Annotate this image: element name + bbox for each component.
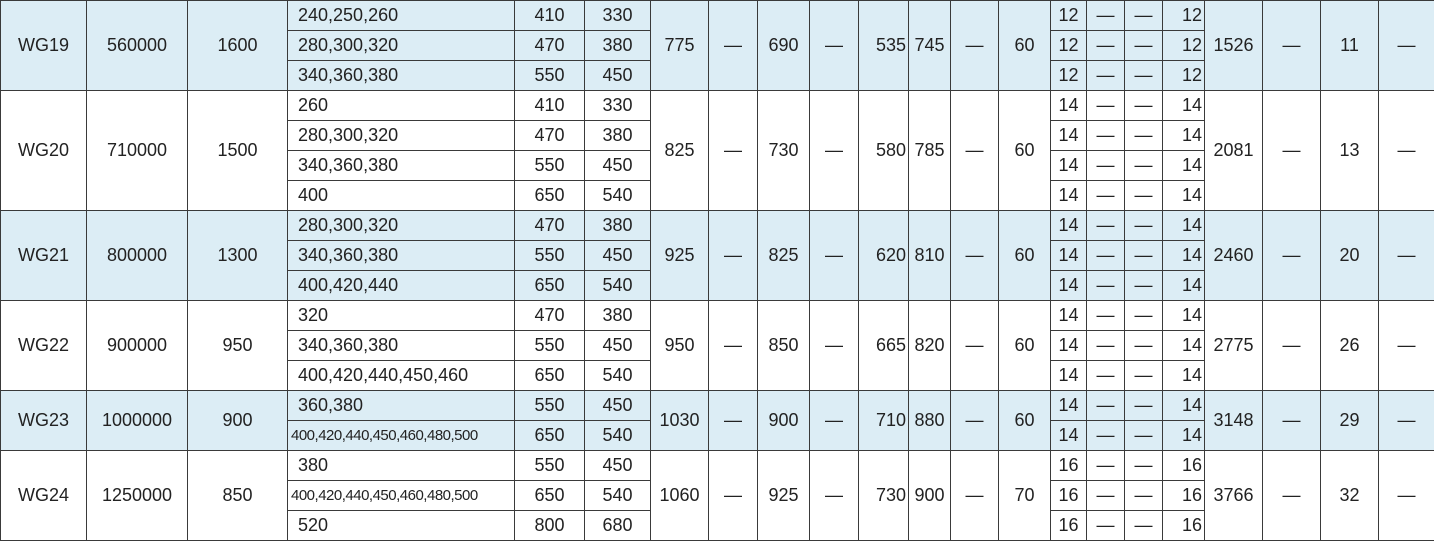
value-cell: 32 (1321, 451, 1379, 541)
dash-cell: — (1263, 91, 1321, 211)
dash-cell: — (1125, 391, 1163, 421)
speed-cell: 1300 (188, 211, 288, 301)
dim-cell: 785 (909, 91, 951, 211)
dash-cell: — (1125, 271, 1163, 301)
count-cell: 16 (1051, 481, 1087, 511)
dim-a-cell: 650 (515, 181, 585, 211)
bore-cell: 400,420,440 (288, 271, 515, 301)
table-row (1, 301, 1434, 331)
count-cell: 14 (1163, 391, 1205, 421)
dash-cell: — (810, 211, 859, 301)
dash-cell: — (1125, 481, 1163, 511)
count-cell: 14 (1051, 271, 1087, 301)
dim-cell: 730 (859, 451, 909, 541)
dash-cell: — (1263, 1, 1321, 91)
count-cell: 14 (1163, 151, 1205, 181)
dim-a-cell: 650 (515, 421, 585, 451)
dim-b-cell: 540 (585, 421, 651, 451)
bore-cell: 320 (288, 301, 515, 331)
speed-cell: 850 (188, 451, 288, 541)
dim-a-cell: 550 (515, 61, 585, 91)
dash-cell: — (1379, 211, 1434, 301)
dash-cell: — (1125, 421, 1163, 451)
dash-cell: — (1125, 301, 1163, 331)
dash-cell: — (1125, 61, 1163, 91)
bore-cell: 400 (288, 181, 515, 211)
speed-cell: 950 (188, 301, 288, 391)
dash-cell: — (1087, 391, 1125, 421)
count-cell: 14 (1051, 91, 1087, 121)
dash-cell: — (951, 451, 999, 541)
dash-cell: — (951, 211, 999, 301)
dim-cell: 60 (999, 211, 1051, 301)
table-row (1, 391, 1434, 421)
dim-a-cell: 800 (515, 511, 585, 541)
count-cell: 14 (1051, 301, 1087, 331)
value-cell: 26 (1321, 301, 1379, 391)
dim-cell: 730 (758, 91, 810, 211)
mass-cell: 1526 (1205, 1, 1263, 91)
count-cell: 14 (1163, 181, 1205, 211)
dash-cell: — (951, 91, 999, 211)
mass-cell: 2081 (1205, 91, 1263, 211)
count-cell: 12 (1163, 31, 1205, 61)
model-cell: WG21 (1, 211, 87, 301)
dim-cell: 1060 (651, 451, 709, 541)
count-cell: 14 (1051, 331, 1087, 361)
dash-cell: — (1087, 91, 1125, 121)
dash-cell: — (810, 91, 859, 211)
dim-b-cell: 680 (585, 511, 651, 541)
table-row (1, 91, 1434, 121)
mass-cell: 3148 (1205, 391, 1263, 451)
dash-cell: — (1125, 31, 1163, 61)
dash-cell: — (709, 391, 758, 451)
bore-cell: 340,360,380 (288, 151, 515, 181)
dim-cell: 900 (909, 451, 951, 541)
dim-b-cell: 450 (585, 151, 651, 181)
dash-cell: — (1125, 241, 1163, 271)
dim-b-cell: 450 (585, 61, 651, 91)
dim-b-cell: 380 (585, 121, 651, 151)
dim-a-cell: 470 (515, 121, 585, 151)
dash-cell: — (1087, 241, 1125, 271)
table-row (1, 211, 1434, 241)
dim-cell: 60 (999, 91, 1051, 211)
dim-b-cell: 540 (585, 361, 651, 391)
speed-cell: 1600 (188, 1, 288, 91)
dim-cell: 60 (999, 301, 1051, 391)
dim-b-cell: 540 (585, 271, 651, 301)
dash-cell: — (1087, 301, 1125, 331)
count-cell: 14 (1051, 421, 1087, 451)
model-cell: WG23 (1, 391, 87, 451)
dash-cell: — (709, 301, 758, 391)
dash-cell: — (709, 91, 758, 211)
dim-b-cell: 450 (585, 451, 651, 481)
value-cell: 29 (1321, 391, 1379, 451)
dash-cell: — (1125, 121, 1163, 151)
dash-cell: — (810, 391, 859, 451)
count-cell: 16 (1051, 511, 1087, 541)
dim-cell: 710 (859, 391, 909, 451)
torque-cell: 900000 (87, 301, 188, 391)
dim-cell: 775 (651, 1, 709, 91)
dash-cell: — (1125, 361, 1163, 391)
dim-a-cell: 550 (515, 241, 585, 271)
torque-cell: 800000 (87, 211, 188, 301)
bore-cell: 400,420,440,450,460,480,500 (288, 421, 515, 451)
bore-cell: 520 (288, 511, 515, 541)
dim-b-cell: 380 (585, 301, 651, 331)
dash-cell: — (709, 211, 758, 301)
dim-cell: 925 (758, 451, 810, 541)
count-cell: 16 (1163, 481, 1205, 511)
dim-cell: 880 (909, 391, 951, 451)
dash-cell: — (1125, 1, 1163, 31)
bore-cell: 340,360,380 (288, 331, 515, 361)
dim-a-cell: 470 (515, 211, 585, 241)
mass-cell: 2775 (1205, 301, 1263, 391)
model-cell: WG19 (1, 1, 87, 91)
dash-cell: — (1087, 151, 1125, 181)
dim-cell: 745 (909, 1, 951, 91)
table-row (1, 451, 1434, 481)
count-cell: 12 (1051, 1, 1087, 31)
dim-cell: 620 (859, 211, 909, 301)
bore-cell: 400,420,440,450,460,480,500 (288, 481, 515, 511)
count-cell: 12 (1163, 1, 1205, 31)
count-cell: 14 (1163, 301, 1205, 331)
dim-a-cell: 650 (515, 271, 585, 301)
dash-cell: — (1125, 511, 1163, 541)
bore-cell: 280,300,320 (288, 121, 515, 151)
mass-cell: 2460 (1205, 211, 1263, 301)
dim-b-cell: 330 (585, 91, 651, 121)
dim-a-cell: 550 (515, 391, 585, 421)
dim-cell: 535 (859, 1, 909, 91)
dash-cell: — (951, 391, 999, 451)
dim-b-cell: 330 (585, 1, 651, 31)
dash-cell: — (1263, 211, 1321, 301)
count-cell: 12 (1051, 61, 1087, 91)
count-cell: 14 (1051, 361, 1087, 391)
dash-cell: — (1263, 391, 1321, 451)
bore-cell: 240,250,260 (288, 1, 515, 31)
dash-cell: — (1379, 391, 1434, 451)
count-cell: 16 (1163, 511, 1205, 541)
model-cell: WG22 (1, 301, 87, 391)
dash-cell: — (1125, 211, 1163, 241)
bore-cell: 340,360,380 (288, 61, 515, 91)
dim-a-cell: 410 (515, 91, 585, 121)
torque-cell: 560000 (87, 1, 188, 91)
torque-cell: 1000000 (87, 391, 188, 451)
speed-cell: 900 (188, 391, 288, 451)
bore-cell: 280,300,320 (288, 211, 515, 241)
table-body (1, 1, 1434, 541)
dim-b-cell: 540 (585, 481, 651, 511)
dash-cell: — (1125, 331, 1163, 361)
dim-cell: 690 (758, 1, 810, 91)
dash-cell: — (1125, 151, 1163, 181)
dash-cell: — (1087, 331, 1125, 361)
count-cell: 14 (1051, 181, 1087, 211)
dash-cell: — (1263, 451, 1321, 541)
dim-b-cell: 380 (585, 211, 651, 241)
dash-cell: — (1087, 271, 1125, 301)
dash-cell: — (1087, 211, 1125, 241)
dash-cell: — (1263, 301, 1321, 391)
count-cell: 16 (1163, 451, 1205, 481)
dash-cell: — (1087, 481, 1125, 511)
bore-cell: 400,420,440,450,460 (288, 361, 515, 391)
dash-cell: — (1125, 451, 1163, 481)
count-cell: 14 (1051, 241, 1087, 271)
dim-cell: 580 (859, 91, 909, 211)
bore-cell: 340,360,380 (288, 241, 515, 271)
torque-cell: 1250000 (87, 451, 188, 541)
dash-cell: — (1125, 91, 1163, 121)
dim-a-cell: 470 (515, 31, 585, 61)
dash-cell: — (1087, 121, 1125, 151)
count-cell: 14 (1051, 121, 1087, 151)
dash-cell: — (1379, 451, 1434, 541)
dash-cell: — (1087, 361, 1125, 391)
count-cell: 16 (1051, 451, 1087, 481)
value-cell: 13 (1321, 91, 1379, 211)
count-cell: 14 (1163, 241, 1205, 271)
dim-cell: 665 (859, 301, 909, 391)
dim-cell: 825 (651, 91, 709, 211)
table-row (1, 1, 1434, 31)
dim-a-cell: 470 (515, 301, 585, 331)
dim-a-cell: 410 (515, 1, 585, 31)
dash-cell: — (709, 1, 758, 91)
mass-cell: 3766 (1205, 451, 1263, 541)
bore-cell: 280,300,320 (288, 31, 515, 61)
dim-cell: 1030 (651, 391, 709, 451)
dash-cell: — (1087, 421, 1125, 451)
model-cell: WG20 (1, 91, 87, 211)
count-cell: 14 (1163, 211, 1205, 241)
dim-cell: 900 (758, 391, 810, 451)
dim-b-cell: 540 (585, 181, 651, 211)
dim-cell: 60 (999, 391, 1051, 451)
torque-cell: 710000 (87, 91, 188, 211)
dim-a-cell: 650 (515, 361, 585, 391)
dash-cell: — (810, 301, 859, 391)
count-cell: 14 (1051, 391, 1087, 421)
dim-cell: 850 (758, 301, 810, 391)
dim-a-cell: 550 (515, 151, 585, 181)
dash-cell: — (1125, 181, 1163, 211)
bore-cell: 260 (288, 91, 515, 121)
dim-cell: 810 (909, 211, 951, 301)
count-cell: 12 (1051, 31, 1087, 61)
dim-b-cell: 380 (585, 31, 651, 61)
dim-cell: 820 (909, 301, 951, 391)
dash-cell: — (709, 451, 758, 541)
dim-cell: 950 (651, 301, 709, 391)
dim-cell: 925 (651, 211, 709, 301)
dim-a-cell: 650 (515, 481, 585, 511)
dash-cell: — (1087, 511, 1125, 541)
dim-b-cell: 450 (585, 391, 651, 421)
count-cell: 14 (1163, 271, 1205, 301)
count-cell: 14 (1163, 421, 1205, 451)
dash-cell: — (1087, 181, 1125, 211)
count-cell: 14 (1163, 121, 1205, 151)
dash-cell: — (951, 1, 999, 91)
dash-cell: — (1087, 61, 1125, 91)
dash-cell: — (1379, 91, 1434, 211)
count-cell: 12 (1163, 61, 1205, 91)
count-cell: 14 (1163, 361, 1205, 391)
model-cell: WG24 (1, 451, 87, 541)
bore-cell: 380 (288, 451, 515, 481)
speed-cell: 1500 (188, 91, 288, 211)
dash-cell: — (1087, 451, 1125, 481)
dim-a-cell: 550 (515, 331, 585, 361)
dim-cell: 70 (999, 451, 1051, 541)
dash-cell: — (810, 1, 859, 91)
dim-b-cell: 450 (585, 331, 651, 361)
value-cell: 20 (1321, 211, 1379, 301)
dash-cell: — (951, 301, 999, 391)
count-cell: 14 (1051, 211, 1087, 241)
count-cell: 14 (1163, 91, 1205, 121)
count-cell: 14 (1163, 331, 1205, 361)
dim-cell: 825 (758, 211, 810, 301)
dash-cell: — (1379, 301, 1434, 391)
dash-cell: — (1087, 1, 1125, 31)
dash-cell: — (1379, 1, 1434, 91)
dim-cell: 60 (999, 1, 1051, 91)
value-cell: 11 (1321, 1, 1379, 91)
dim-a-cell: 550 (515, 451, 585, 481)
bore-cell: 360,380 (288, 391, 515, 421)
count-cell: 14 (1051, 151, 1087, 181)
dash-cell: — (810, 451, 859, 541)
dim-b-cell: 450 (585, 241, 651, 271)
dash-cell: — (1087, 31, 1125, 61)
